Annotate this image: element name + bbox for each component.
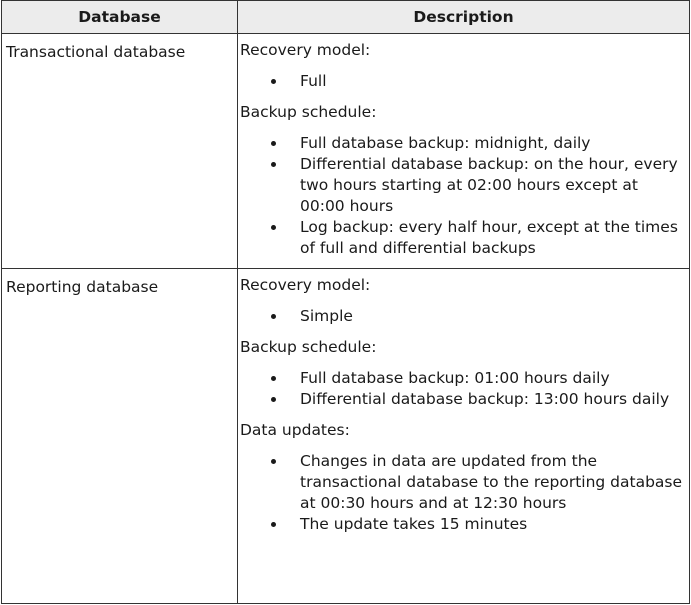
- list-item: Full database backup: midnight, daily: [300, 133, 685, 154]
- table-header-row: [2, 1, 690, 34]
- description-cell: [238, 269, 690, 604]
- list-item: Full: [300, 71, 685, 92]
- database-name-cell: Transactional database: [2, 34, 238, 269]
- list-item: Full database backup: 01:00 hours daily: [300, 368, 685, 389]
- description-cell: [238, 34, 690, 269]
- recovery-model-list: [240, 71, 685, 92]
- list-item: Simple: [300, 306, 685, 327]
- recovery-model-list: [240, 306, 685, 327]
- header-description: Description: [238, 1, 690, 34]
- backup-schedule-label: Backup schedule:: [240, 103, 377, 121]
- list-item: Changes in data are updated from the transactional database to the reporting database at 00:30 hours and at 12:30 hours: [300, 451, 685, 514]
- data-updates-list: [240, 451, 685, 535]
- recovery-model-label: Recovery model:: [240, 276, 371, 294]
- database-name-cell: Reporting database: [2, 269, 238, 604]
- backup-schedule-list: [240, 368, 685, 410]
- list-item: Differential database backup: 13:00 hours daily: [300, 389, 685, 410]
- list-item: Differential database backup: on the hour, every two hours starting at 02:00 hours except at 00:00 hours: [300, 154, 685, 217]
- database-description-table: [1, 0, 690, 604]
- backup-schedule-label: Backup schedule:: [240, 338, 377, 356]
- data-updates-label: Data updates:: [240, 421, 350, 439]
- header-database: Database: [2, 1, 238, 34]
- list-item: Log backup: every half hour, except at the times of full and differential backups: [300, 217, 685, 259]
- backup-schedule-list: [240, 133, 685, 259]
- list-item: The update takes 15 minutes: [300, 514, 685, 535]
- recovery-model-label: Recovery model:: [240, 41, 371, 59]
- table-row-reporting: [2, 269, 690, 604]
- table-row-transactional: [2, 34, 690, 269]
